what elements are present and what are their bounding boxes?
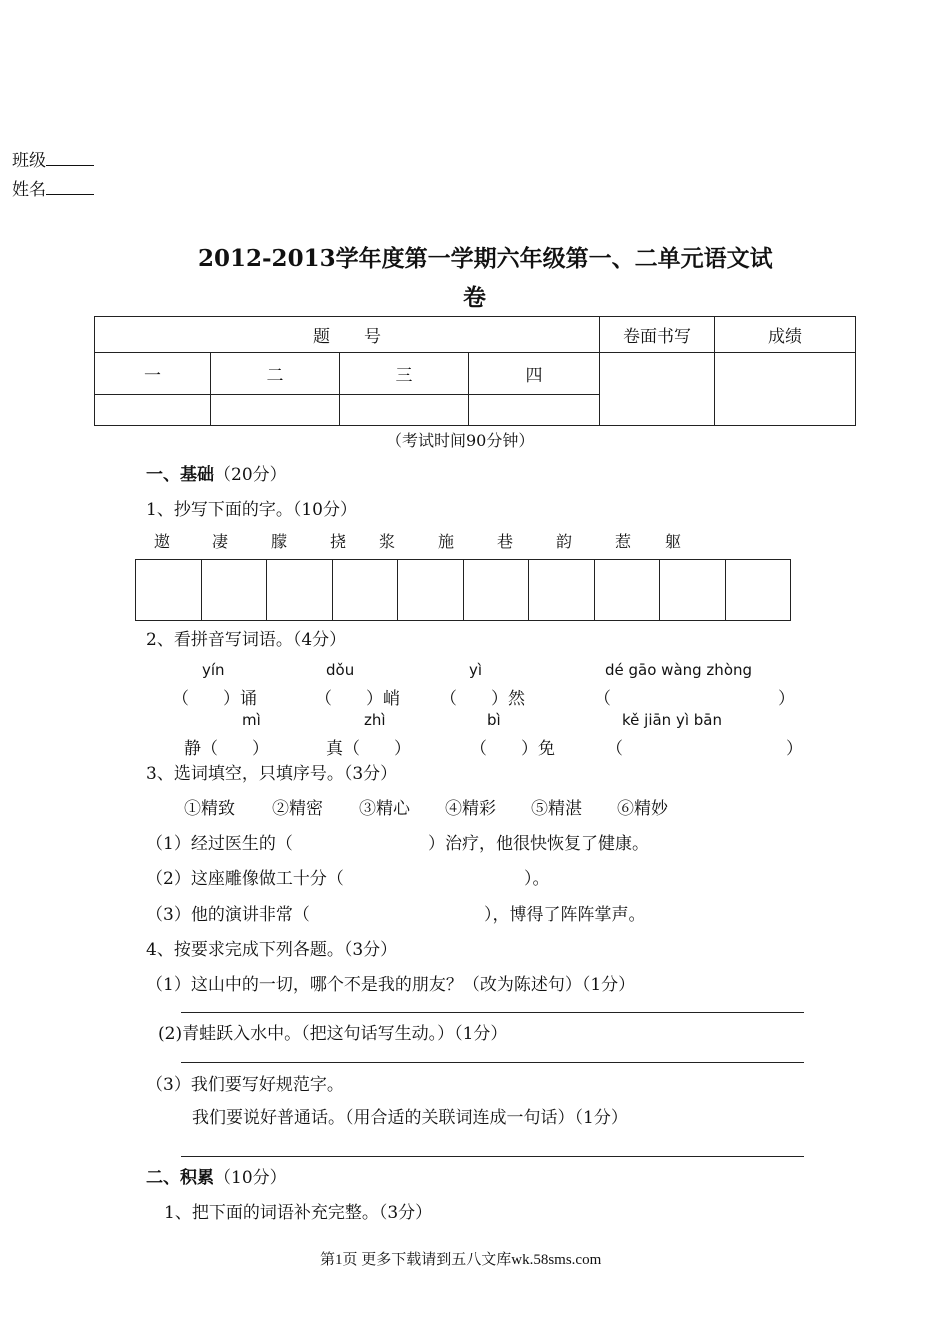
writing-cell[interactable]	[398, 560, 464, 620]
answer-line-3[interactable]	[181, 1156, 804, 1157]
word-blank-8-open[interactable]: （	[606, 739, 623, 759]
word-blank-4-open[interactable]: （	[594, 689, 611, 709]
word-blank-5[interactable]: 静（ ）	[184, 739, 269, 759]
pinyin-2: dǒu	[326, 661, 355, 679]
writing-cell[interactable]	[202, 560, 268, 620]
col-3-score[interactable]	[340, 395, 469, 426]
class-field	[12, 146, 94, 171]
pinyin-3: yì	[469, 661, 483, 679]
question-no-header: 题 号	[95, 317, 600, 353]
col-4-score[interactable]	[469, 395, 600, 426]
exam-time: （考试时间90分钟）	[386, 431, 535, 450]
copy-char-8: 韵	[556, 532, 573, 551]
pinyin-6: zhì	[364, 711, 386, 729]
word-blank-6[interactable]: 真（ ）	[326, 739, 411, 759]
word-blank-3[interactable]: （ ）然	[440, 689, 525, 709]
option-2: ②精密	[272, 799, 323, 819]
copy-char-6: 施	[438, 532, 455, 551]
q3-sentence-3-start: （3）他的演讲非常（	[146, 905, 310, 925]
word-blank-7[interactable]: （ ）免	[470, 739, 555, 759]
name-label: 姓名	[12, 180, 46, 200]
page-footer: 第1页 更多下载请到五八文库wk.58sms.com	[320, 1252, 602, 1268]
q4-item-2: (2)青蛙跃入水中。（把这句话写生动。）（1分）	[158, 1024, 508, 1044]
col-1-score[interactable]	[95, 395, 211, 426]
class-blank[interactable]	[46, 151, 94, 166]
q4-item-1: （1）这山中的一切，哪个不是我的朋友？（改为陈述句）（1分）	[146, 975, 636, 995]
q2-label: 2、看拼音写词语。（4分）	[146, 630, 347, 650]
q1-label: 1、抄写下面的字。（10分）	[146, 500, 357, 520]
copy-char-10: 躯	[665, 532, 682, 551]
section1-heading: 一、基础（20分）	[146, 465, 287, 485]
col-2-header: 二	[211, 353, 340, 395]
copy-char-2: 凄	[212, 532, 229, 551]
option-3: ③精心	[359, 799, 410, 819]
writing-grid	[135, 559, 791, 621]
section2-heading: 二、积累（10分）	[146, 1168, 287, 1188]
q3-sentence-3-end: ），博得了阵阵掌声。	[484, 905, 646, 925]
q3-sentence-2-end: ）。	[524, 869, 550, 889]
q3-label: 3、选词填空，只填序号。（3分）	[146, 764, 398, 784]
q4-item-3a: （3）我们要写好规范字。	[146, 1075, 344, 1095]
exam-title-line2: 卷	[463, 284, 486, 311]
word-blank-4-close: ）	[778, 689, 795, 709]
pinyin-8: kě jiān yì bān	[622, 711, 722, 729]
copy-char-3: 朦	[271, 532, 288, 551]
option-1: ①精致	[184, 799, 235, 819]
class-label: 班级	[12, 151, 46, 171]
col-1-header: 一	[95, 353, 211, 395]
neatness-header: 卷面书写	[600, 317, 715, 353]
writing-cell[interactable]	[726, 560, 791, 620]
copy-char-5: 浆	[379, 532, 396, 551]
col-4-header: 四	[469, 353, 600, 395]
copy-char-7: 巷	[497, 532, 514, 551]
neatness-score-cell[interactable]	[600, 353, 715, 426]
pinyin-1: yín	[202, 661, 225, 679]
q3-sentence-1-start: （1）经过医生的（	[146, 834, 293, 854]
col-2-score[interactable]	[211, 395, 340, 426]
option-4: ④精彩	[445, 799, 496, 819]
option-5: ⑤精湛	[531, 799, 582, 819]
pinyin-5: mì	[242, 711, 261, 729]
q4-label: 4、按要求完成下列各题。（3分）	[146, 940, 398, 960]
copy-char-4: 挠	[330, 532, 347, 551]
total-score-header: 成绩	[715, 317, 856, 353]
writing-cell[interactable]	[464, 560, 530, 620]
name-field	[12, 175, 94, 200]
option-6: ⑥精妙	[617, 799, 668, 819]
copy-char-1: 遨	[154, 532, 171, 551]
writing-cell[interactable]	[267, 560, 333, 620]
total-score-cell[interactable]	[715, 353, 856, 426]
name-blank[interactable]	[46, 180, 94, 195]
col-3-header: 三	[340, 353, 469, 395]
writing-cell[interactable]	[136, 560, 202, 620]
answer-line-1[interactable]	[181, 1012, 804, 1013]
answer-line-2[interactable]	[181, 1062, 804, 1063]
word-blank-1[interactable]: （ ）诵	[172, 689, 257, 709]
copy-char-9: 惹	[615, 532, 632, 551]
section2-q1-label: 1、把下面的词语补充完整。（3分）	[164, 1203, 433, 1223]
q3-sentence-2-start: （2）这座雕像做工十分（	[146, 869, 344, 889]
writing-cell[interactable]	[333, 560, 399, 620]
word-blank-8-close: ）	[786, 739, 803, 759]
pinyin-7: bì	[487, 711, 501, 729]
score-table	[94, 316, 856, 426]
exam-title-line1: 2012-2013学年度第一学期六年级第一、二单元语文试	[198, 245, 773, 272]
writing-cell[interactable]	[595, 560, 661, 620]
q3-sentence-1-end: ）治疗，他很快恢复了健康。	[428, 834, 649, 854]
q4-item-3b: 我们要说好普通话。（用合适的关联词连成一句话）（1分）	[192, 1108, 628, 1128]
writing-cell[interactable]	[660, 560, 726, 620]
pinyin-4: dé gāo wàng zhòng	[605, 661, 753, 679]
writing-cell[interactable]	[529, 560, 595, 620]
word-blank-2[interactable]: （ ）峭	[315, 689, 400, 709]
